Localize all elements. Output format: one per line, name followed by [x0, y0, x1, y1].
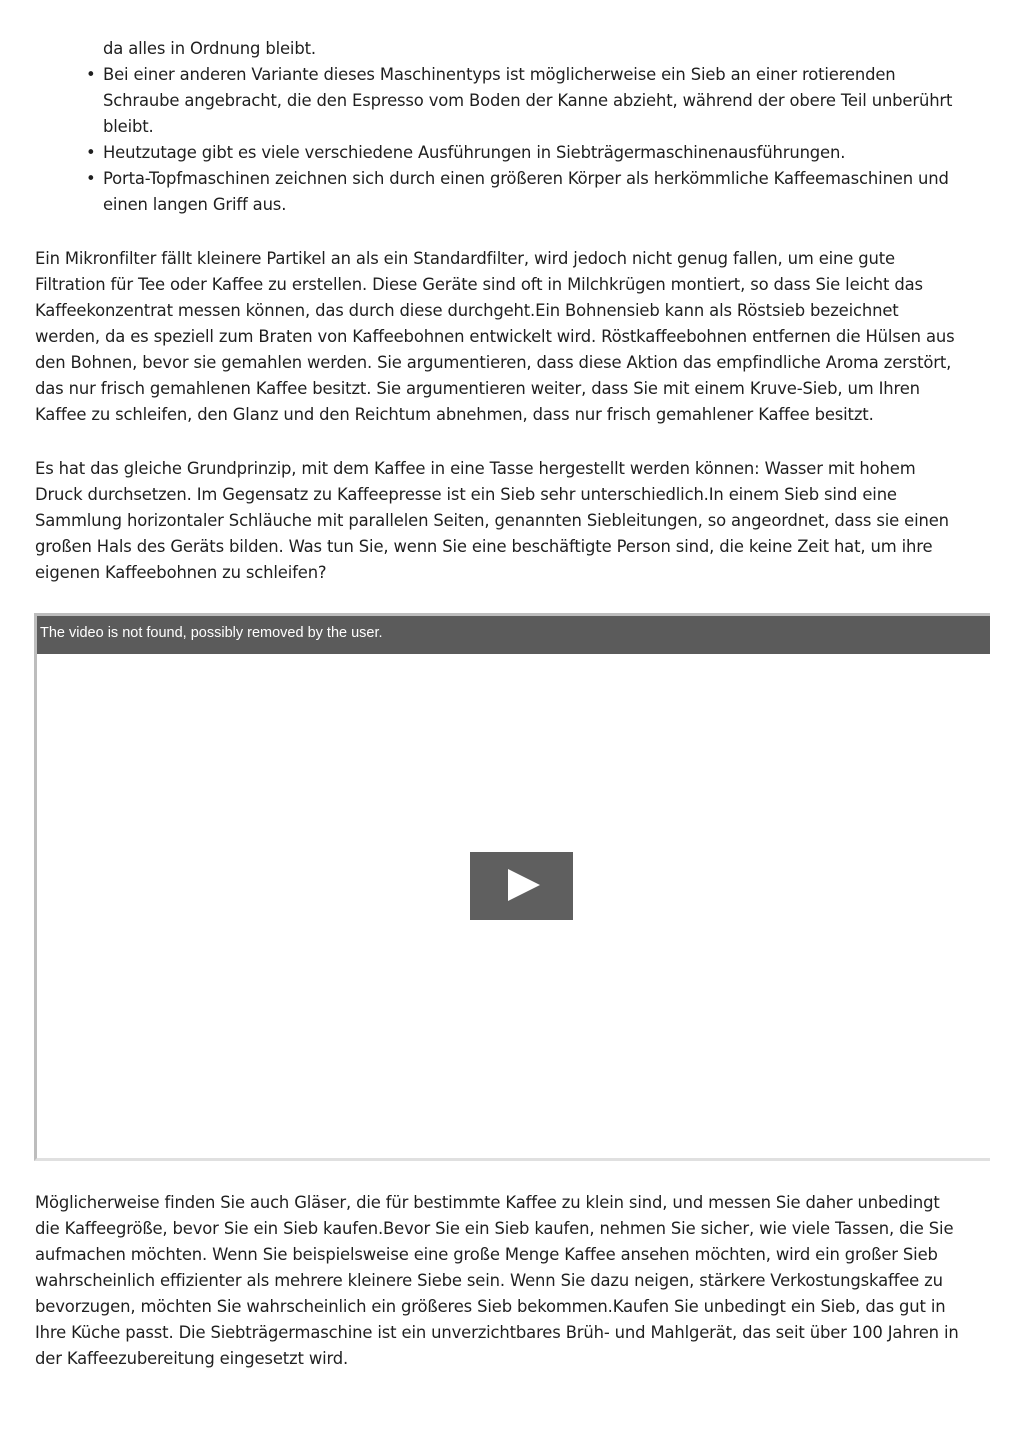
play-button[interactable]	[470, 852, 573, 920]
paragraph-line: Ihre Küche passt. Die Siebträgermaschine ist ein unverzichtbares Brüh- und Mahlgerät, das seit über 100 Jahren in	[35, 1323, 959, 1342]
bullet-dot-icon: •	[86, 65, 96, 84]
list-item-line: bleibt.	[103, 117, 154, 136]
list-item-line: Heutzutage gibt es viele verschiedene Ausführungen in Siebträgermaschinenausführungen.	[103, 143, 846, 162]
list-item-line: Schraube angebracht, die den Espresso vom Boden der Kanne abzieht, während der obere Teil unberührt	[103, 91, 953, 110]
paragraph-line: Kaffeekonzentrat messen können, das durch diese durchgeht.Ein Bohnensieb kann als Röstsieb bezeichnet	[35, 301, 899, 320]
paragraph-line: wahrscheinlich effizienter als mehrere kleinere Siebe sein. Wenn Sie dazu neigen, stärkere Verkostungskaffee zu	[35, 1271, 943, 1290]
list-item	[86, 140, 990, 166]
paragraph-line: bevorzugen, möchten Sie wahrscheinlich ein größeres Sieb bekommen.Kaufen Sie unbedingt ein Sieb, das gut in	[35, 1297, 946, 1316]
bullet-dot-icon: •	[86, 143, 96, 162]
list-item	[86, 62, 990, 140]
paragraph-line: eigenen Kaffeebohnen zu schleifen?	[35, 563, 327, 582]
list-item	[86, 166, 990, 218]
paragraph-line: Möglicherweise finden Sie auch Gläser, die für bestimmte Kaffee zu klein sind, und messen Sie daher unbedingt	[35, 1193, 940, 1212]
paragraph-line: Es hat das gleiche Grundprinzip, mit dem Kaffee in eine Tasse hergestellt werden können: Wasser mit hohem	[35, 459, 916, 478]
paragraph-micron-filter	[35, 246, 990, 428]
paragraph-line: Kaffee zu schleifen, den Glanz und den Reichtum abnehmen, dass nur frisch gemahlener Kaffee besitzt.	[35, 405, 874, 424]
list-item-line: Bei einer anderen Variante dieses Maschinentyps ist möglicherweise ein Sieb an einer rotierenden	[103, 65, 896, 84]
paragraph-line: der Kaffeezubereitung eingesetzt wird.	[35, 1349, 349, 1368]
article-body	[35, 36, 990, 586]
paragraph-line: werden, da es speziell zum Braten von Kaffeebohnen entwickelt wird. Röstkaffeebohnen entfernen die Hülsen aus	[35, 327, 955, 346]
play-icon	[508, 869, 540, 901]
paragraph-line: großen Hals des Geräts bilden. Was tun Sie, wenn Sie eine beschäftigte Person sind, die keine Zeit hat, um ihre	[35, 537, 933, 556]
paragraph-line: Filtration für Tee oder Kaffee zu erstellen. Diese Geräte sind oft in Milchkrügen montiert, so dass Sie leicht das	[35, 275, 923, 294]
paragraph-line: Ein Mikronfilter fällt kleinere Partikel an als ein Standardfilter, wird jedoch nicht genug fallen, um eine gute	[35, 249, 895, 268]
video-player[interactable]	[34, 613, 990, 1161]
list-item-line: Porta-Topfmaschinen zeichnen sich durch einen größeren Körper als herkömmliche Kaffeemaschinen und	[103, 169, 949, 188]
paragraph-line: Sammlung horizontaler Schläuche mit parallelen Seiten, genannten Siebleitungen, so angeordnet, dass sie einen	[35, 511, 949, 530]
paragraph-line: das nur frisch gemahlenen Kaffee besitzt. Sie argumentieren weiter, dass Sie mit einem Kruve-Sieb, um Ihren	[35, 379, 920, 398]
bullet-dot-icon: •	[86, 169, 96, 188]
bullet-list	[35, 62, 990, 218]
paragraph-line: aufmachen möchten. Wenn Sie beispielsweise eine große Menge Kaffee ansehen möchten, wird ein großer Sieb	[35, 1245, 938, 1264]
video-title-bar	[37, 616, 990, 654]
list-item-continuation: da alles in Ordnung bleibt.	[103, 39, 316, 58]
video-error-message: The video is not found, possibly removed by the user.	[40, 625, 383, 641]
paragraph-closing	[35, 1190, 990, 1372]
paragraph-line: den Bohnen, bevor sie gemahlen werden. Sie argumentieren, dass diese Aktion das empfindliche Aroma zerstört,	[35, 353, 952, 372]
paragraph-principle	[35, 456, 990, 586]
paragraph-line: die Kaffeegröße, bevor Sie ein Sieb kaufen.Bevor Sie ein Sieb kaufen, nehmen Sie sicher, wie viele Tassen, die Sie	[35, 1219, 954, 1238]
list-item-line: einen langen Griff aus.	[103, 195, 287, 214]
paragraph-line: Druck durchsetzen. Im Gegensatz zu Kaffeepresse ist ein Sieb sehr unterschiedlich.In einem Sieb sind eine	[35, 485, 897, 504]
